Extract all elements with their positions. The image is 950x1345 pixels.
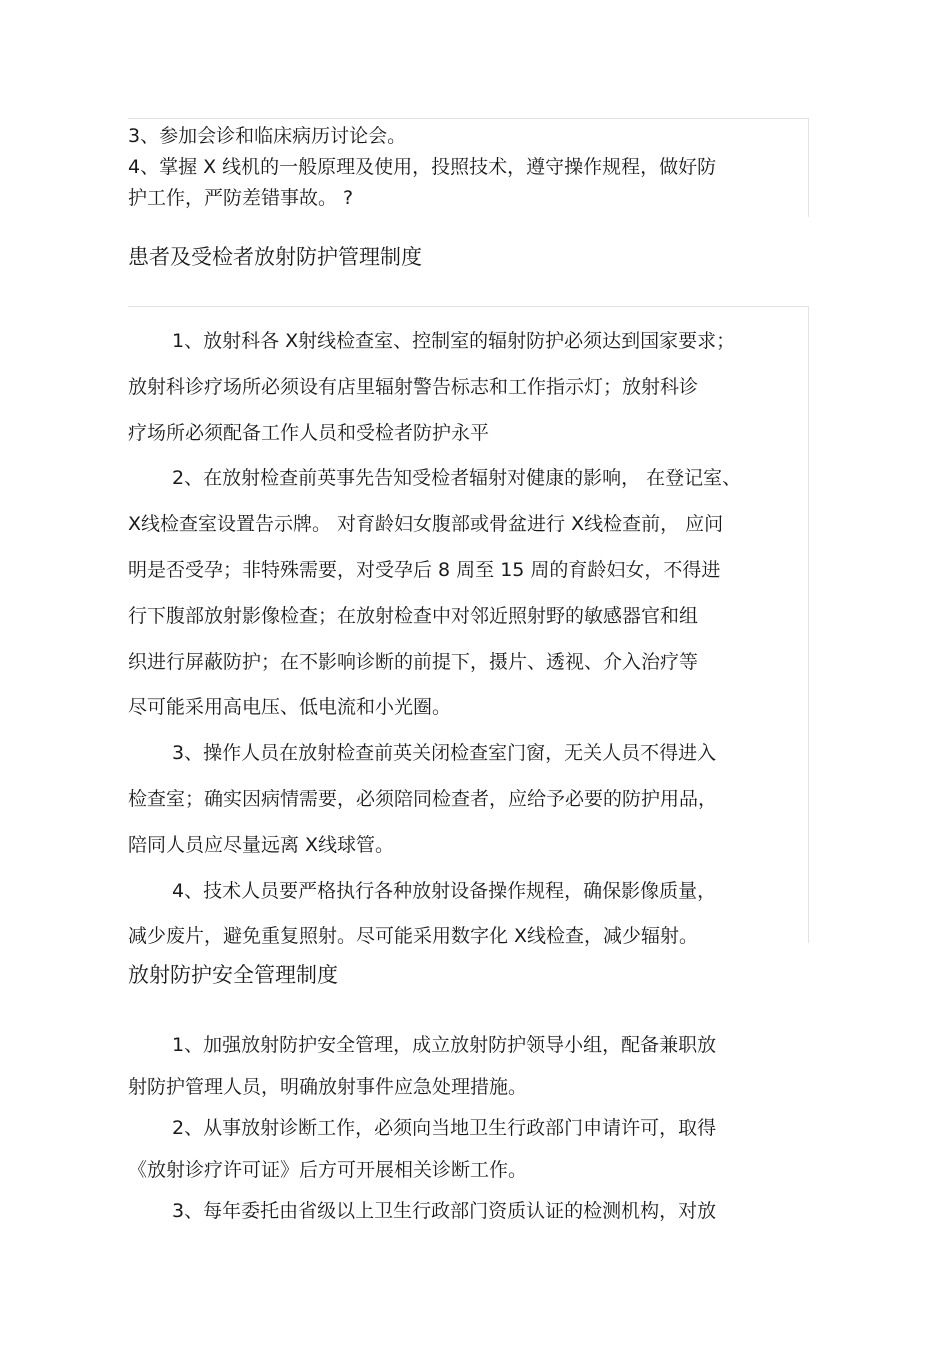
paragraph-line: 织进行屏蔽防护；在不影响诊断的前提下，摄片、透视、介入治疗等 [128, 650, 699, 673]
safety-management-text-block [128, 1025, 808, 1255]
paragraph-line: 疗场所必须配备工作人员和受检者防护永平 [128, 421, 490, 444]
paragraph-line: 3、每年委托由省级以上卫生行政部门资质认证的检测机构，对放 [172, 1200, 717, 1223]
paragraph-line: 行下腹部放射影像检查；在放射检查中对邻近照射野的敏感器官和组 [128, 604, 699, 627]
section-heading-patient-protection: 患者及受检者放射防护管理制度 [128, 245, 422, 269]
paragraph-line: 尽可能采用高电压、低电流和小光圈。 [128, 696, 452, 719]
paragraph-line: 射防护管理人员，明确放射事件应急处理措施。 [128, 1075, 528, 1098]
patient-protection-text-block [128, 306, 809, 948]
paragraph-line: 3、参加会诊和临床病历讨论会。 [128, 125, 407, 147]
paragraph-line: 3、操作人员在放射检查前英关闭检查室门窗，无关人员不得进入 [172, 742, 717, 765]
paragraph-line: 4、技术人员要严格执行各种放射设备操作规程，确保影像质量， [172, 879, 717, 902]
paragraph-line: 减少废片，避免重复照射。尽可能采用数字化 X线检查，减少辐射。 [128, 925, 699, 948]
paragraph-line: 2、从事放射诊断工作，必须向当地卫生行政部门申请许可，取得 [172, 1117, 717, 1140]
paragraph-line: 1、放射科各 X射线检查室、控制室的辐射防护必须达到国家要求； [172, 330, 736, 352]
paragraph-line: 2、在放射检查前英事先告知受检者辐射对健康的影响， 在登记室、 [172, 467, 742, 490]
paragraph-line: 4、掌握 X 线机的一般原理及使用，投照技术，遵守操作规程，做好防 [128, 156, 717, 178]
paragraph-line: 陪同人员应尽量远离 X线球管。 [128, 833, 395, 856]
paragraph-line: 《放射诊疗许可证》后方可开展相关诊断工作。 [128, 1158, 528, 1181]
paragraph-line: 明是否受孕；非特殊需要，对受孕后 8 周至 15 周的育龄妇女，不得进 [128, 558, 721, 581]
section-heading-safety-management: 放射防护安全管理制度 [128, 963, 338, 987]
paragraph-line: 1、加强放射防护安全管理，成立放射防护领导小组，配备兼职放 [172, 1034, 717, 1056]
paragraph-line: 放射科诊疗场所必须设有店里辐射警告标志和工作指示灯；放射科诊 [128, 375, 699, 398]
continuation-text-block [128, 118, 809, 217]
paragraph-line: X线检查室设置告示牌。 对育龄妇女腹部或骨盆进行 X线检查前， 应问 [128, 513, 724, 536]
paragraph-line: 护工作，严防差错事故。 ? [128, 187, 354, 209]
paragraph-line: 检查室；确实因病情需要，必须陪同检查者，应给予必要的防护用品， [128, 787, 718, 810]
